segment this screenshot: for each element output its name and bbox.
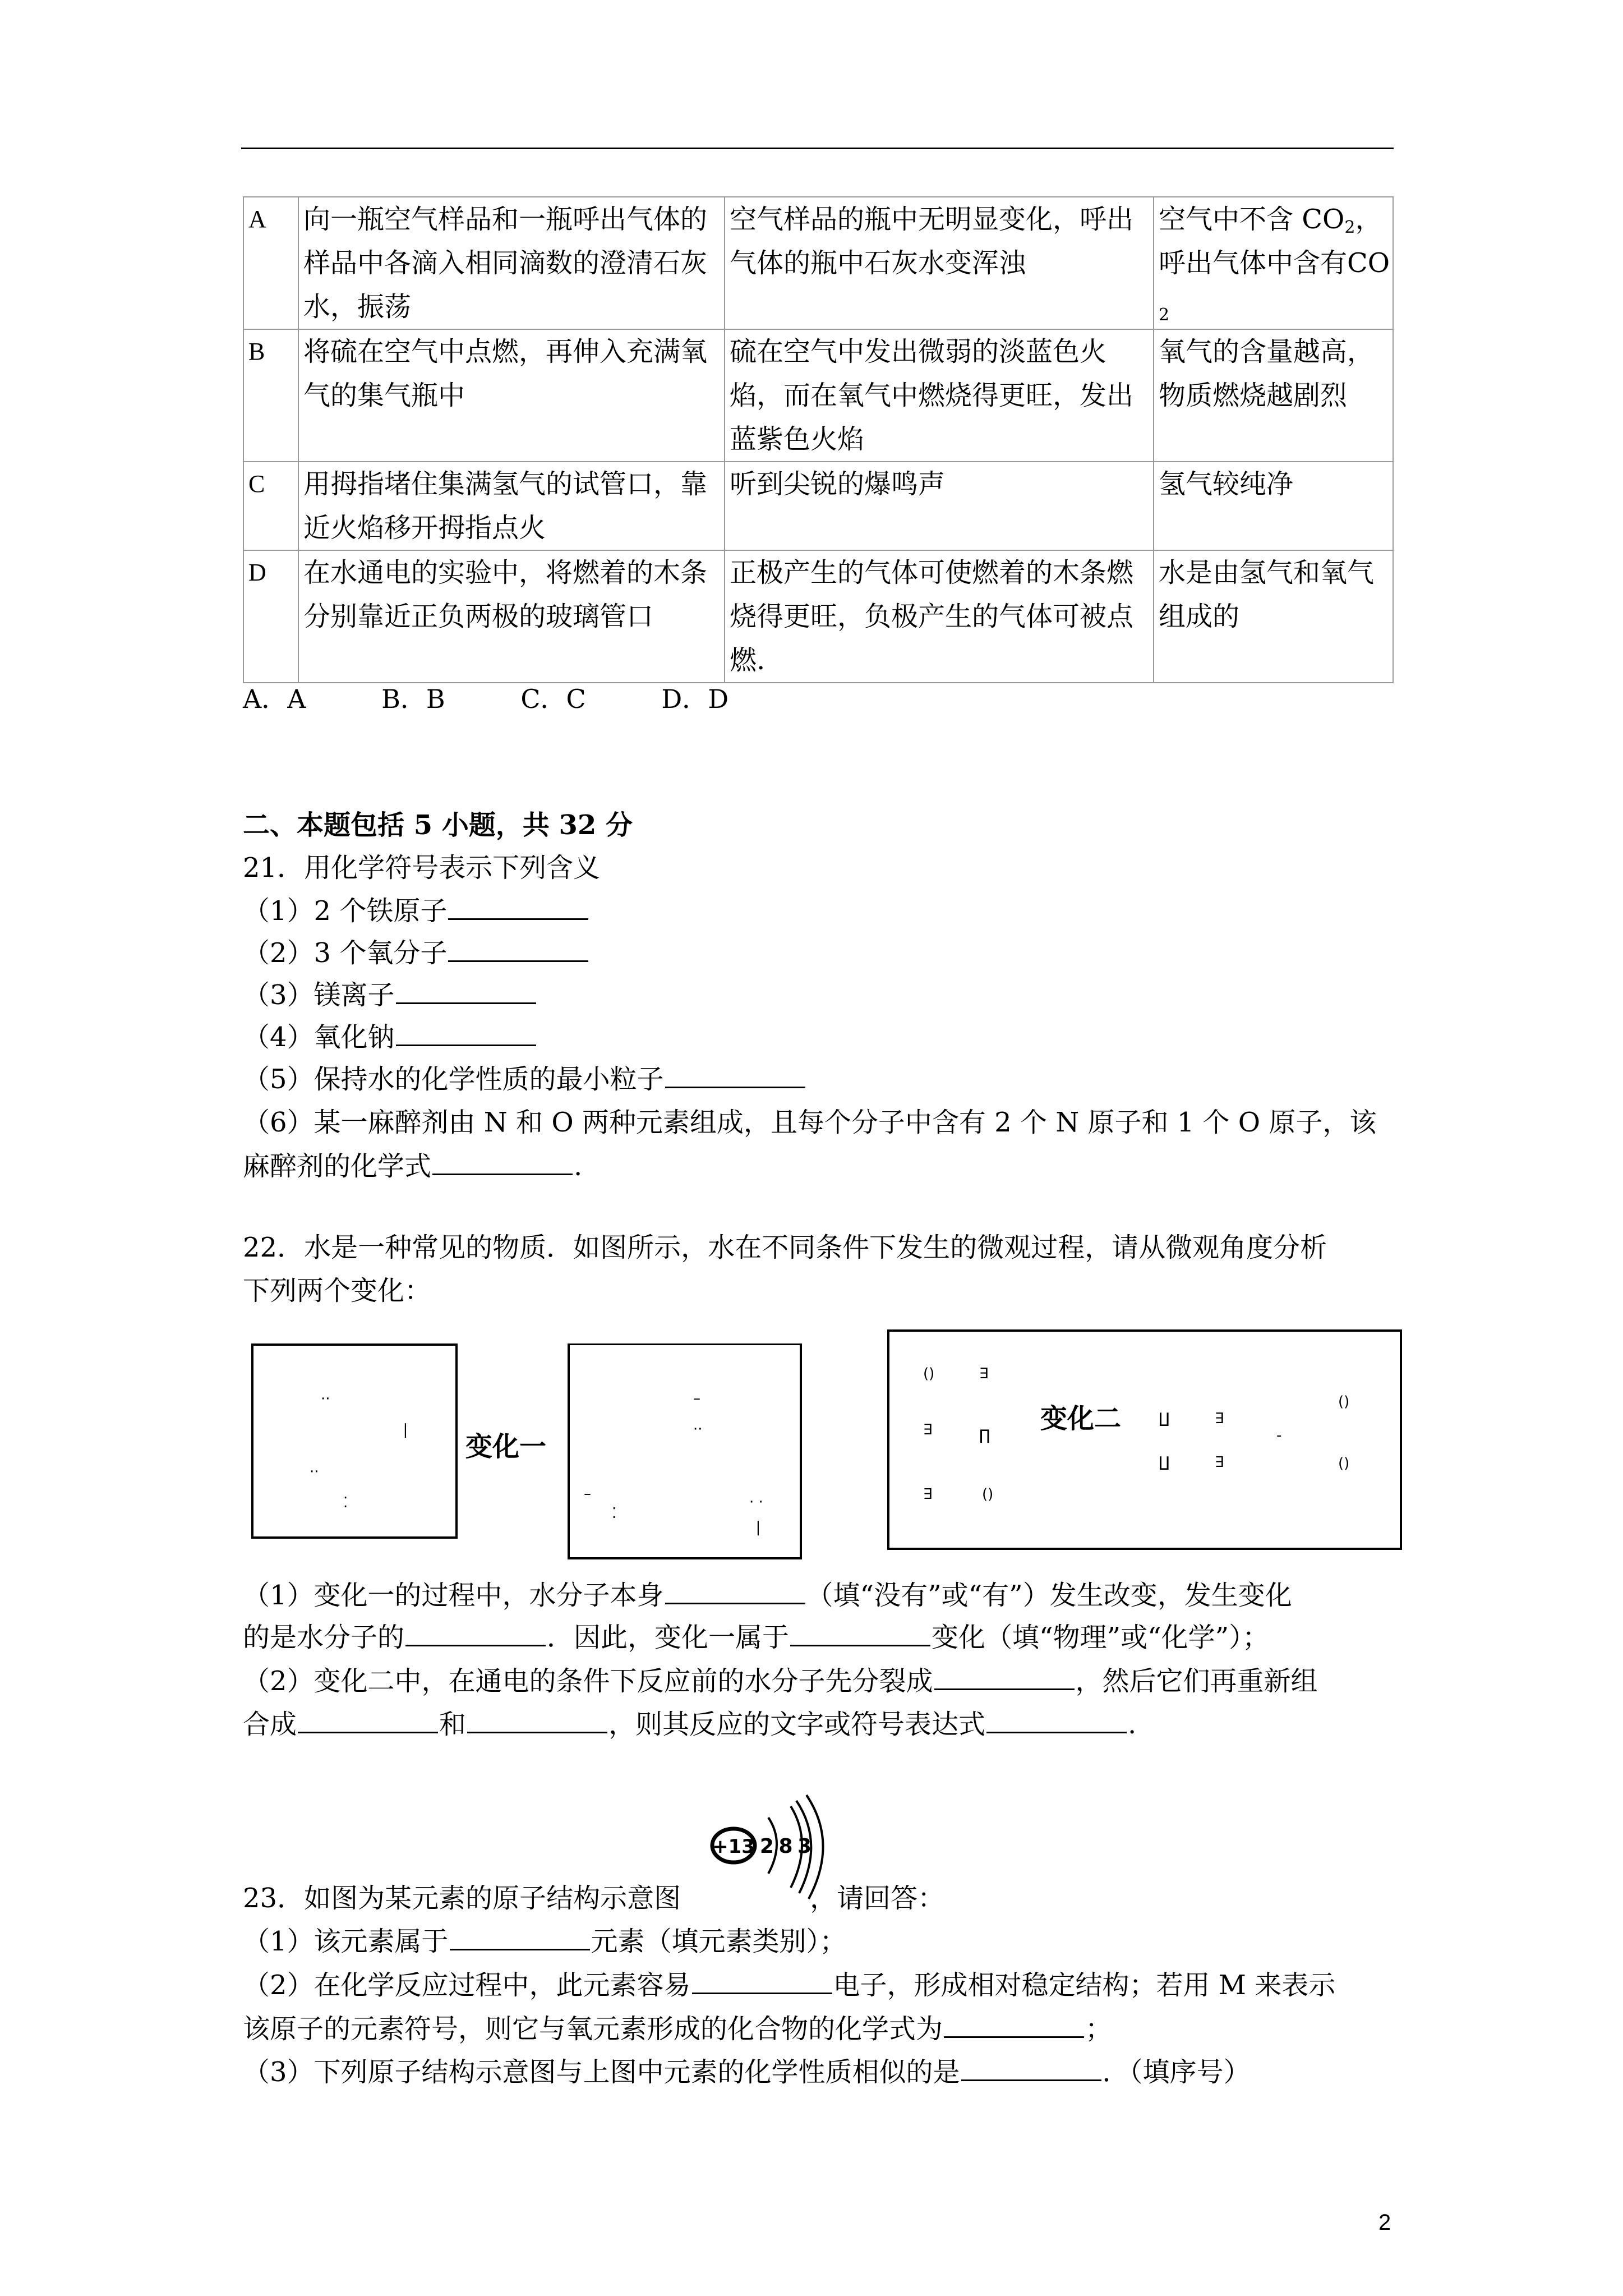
conclusion-cell: 空气中不含 $CO_2$，呼出气体中含有$CO_2$: [1154, 197, 1393, 329]
answer-blank[interactable]: [448, 936, 588, 962]
operation-cell: 用拇指堵住集满氢气的试管口，靠近火焰移开拇指点火: [298, 462, 725, 550]
q22-part-1-cont: 的是水分子的 ．因此，变化一属于 变化（填“物理”或“化学”）；: [243, 1616, 1269, 1654]
q21-item-2: （2）3 个氧分子: [243, 931, 589, 970]
answer-blank[interactable]: [450, 1924, 590, 1950]
q21-item-4: （4）氧化钠: [243, 1015, 537, 1054]
answer-blank[interactable]: [665, 1062, 805, 1088]
answer-blank[interactable]: [405, 1620, 546, 1646]
svg-text:+13: +13: [712, 1835, 755, 1858]
answer-blank[interactable]: [396, 978, 536, 1004]
option-key: D: [243, 550, 298, 683]
phenomenon-cell: 正极产生的气体可使燃着的木条燃烧得更旺，负极产生的气体可被点燃.: [725, 550, 1154, 683]
option-key: C: [243, 462, 298, 550]
answer-blank[interactable]: [790, 1620, 930, 1646]
q23-part-2: （2）在化学反应过程中，此元素容易 电子，形成相对稳定结构；若用 M 来表示: [243, 1963, 1335, 2002]
operation-cell: 将硫在空气中点燃，再伸入充满氧气的集气瓶中: [298, 329, 725, 462]
phenomenon-cell: 听到尖锐的爆鸣声: [725, 462, 1154, 550]
q22-part-1: （1）变化一的过程中，水分子本身 （填“没有”或“有”）发生改变，发生变化: [243, 1573, 1292, 1612]
section-title: 二、本题包括 5 小题，共 32 分: [243, 809, 633, 841]
q22-stem-cont: 下列两个变化：: [243, 1275, 432, 1306]
answer-blank[interactable]: [467, 1707, 607, 1733]
answer-blank[interactable]: [432, 1149, 573, 1175]
answer-blank[interactable]: [986, 1707, 1127, 1733]
change-one-label: 变化一: [465, 1431, 547, 1462]
q21-item-1: （1）2 个铁原子: [243, 889, 589, 928]
q21-item-6: （6）某一麻醉剂由 N 和 O 两种元素组成，且每个分子中含有 2 个 N 原子和 1 个 O 原子，该: [243, 1107, 1377, 1138]
q23-stem: 23．如图为某元素的原子结构示意图 ，请回答：: [243, 1883, 945, 1914]
option-key: B: [243, 329, 298, 462]
q21-item-3: （3）镁离子: [243, 973, 537, 1012]
q23-part-3: （3）下列原子结构示意图与上图中元素的化学性质相似的是 ．（填序号）: [243, 2050, 1251, 2089]
water-molecules-after-panel: – ·· – ⁚ · · ❘: [568, 1343, 802, 1559]
water-molecules-before-panel: ·· ❘ ·· ⁚: [251, 1343, 458, 1539]
q21-item-6-cont: 麻醉剂的化学式 .: [243, 1144, 582, 1183]
q23-part-2-cont: 该原子的元素符号，则它与氧元素形成的化合物的化学式为 ；: [243, 2007, 1112, 2046]
table-row: [243, 462, 1393, 550]
phenomenon-cell: 硫在空气中发出微弱的淡蓝色火焰，而在氧气中燃烧得更旺，发出蓝紫色火焰: [725, 329, 1154, 462]
conclusion-cell: 氢气较纯净: [1154, 462, 1393, 550]
choice-b[interactable]: B．B: [381, 684, 445, 714]
q23-part-1: （1）该元素属于 元素（填元素类别）；: [243, 1920, 847, 1958]
q21-item-5: （5）保持水的化学性质的最小粒子: [243, 1057, 806, 1096]
answer-blank[interactable]: [961, 2055, 1101, 2081]
table-row: [243, 329, 1393, 462]
answer-blank[interactable]: [692, 1968, 832, 1994]
answer-blank[interactable]: [448, 894, 588, 920]
options-table: [243, 196, 1394, 683]
answer-blank[interactable]: [298, 1707, 438, 1733]
q21-stem: 21．用化学符号表示下列含义: [243, 852, 601, 884]
conclusion-cell: 氧气的含量越高，物质燃烧越剧烈: [1154, 329, 1393, 462]
electrolysis-panel: () ∃ ∃ ∏ ∃ () ∐ ∃ ∐ ∃ - () (): [887, 1329, 1402, 1550]
answer-blank[interactable]: [665, 1578, 805, 1604]
q22-stem: 22．水是一种常见的物质．如图所示，水在不同条件下发生的微观过程，请从微观角度分析: [243, 1232, 1327, 1263]
change-two-label: 变化二: [1040, 1403, 1122, 1434]
answer-blank[interactable]: [934, 1664, 1075, 1690]
choice-d[interactable]: D．D: [661, 684, 729, 714]
choice-c[interactable]: C．C: [520, 684, 586, 714]
page-number: 2: [1378, 2210, 1391, 2235]
answer-blank[interactable]: [396, 1020, 536, 1046]
svg-text:2 8 3: 2 8 3: [759, 1835, 811, 1858]
q22-part-2-cont: 合成 和 ，则其反应的文字或符号表达式 .: [243, 1703, 1136, 1741]
operation-cell: 向一瓶空气样品和一瓶呼出气体的样品中各滴入相同滴数的澄清石灰水，振荡: [298, 197, 725, 329]
option-key: A: [243, 197, 298, 329]
choice-a[interactable]: A．A: [243, 684, 306, 714]
q22-part-2: （2）变化二中，在通电的条件下反应前的水分子先分裂成 ，然后它们再重新组: [243, 1659, 1318, 1698]
table-row: [243, 197, 1393, 329]
conclusion-cell: 水是由氢气和氧气组成的: [1154, 550, 1393, 683]
atom-structure-diagram: [707, 1789, 841, 1902]
answer-blank[interactable]: [944, 2012, 1084, 2038]
phenomenon-cell: 空气样品的瓶中无明显变化，呼出气体的瓶中石灰水变浑浊: [725, 197, 1154, 329]
header-rule: [241, 148, 1394, 149]
table-row: [243, 550, 1393, 683]
operation-cell: 在水通电的实验中，将燃着的木条分别靠近正负两极的玻璃管口: [298, 550, 725, 683]
answer-choices: [243, 679, 773, 716]
